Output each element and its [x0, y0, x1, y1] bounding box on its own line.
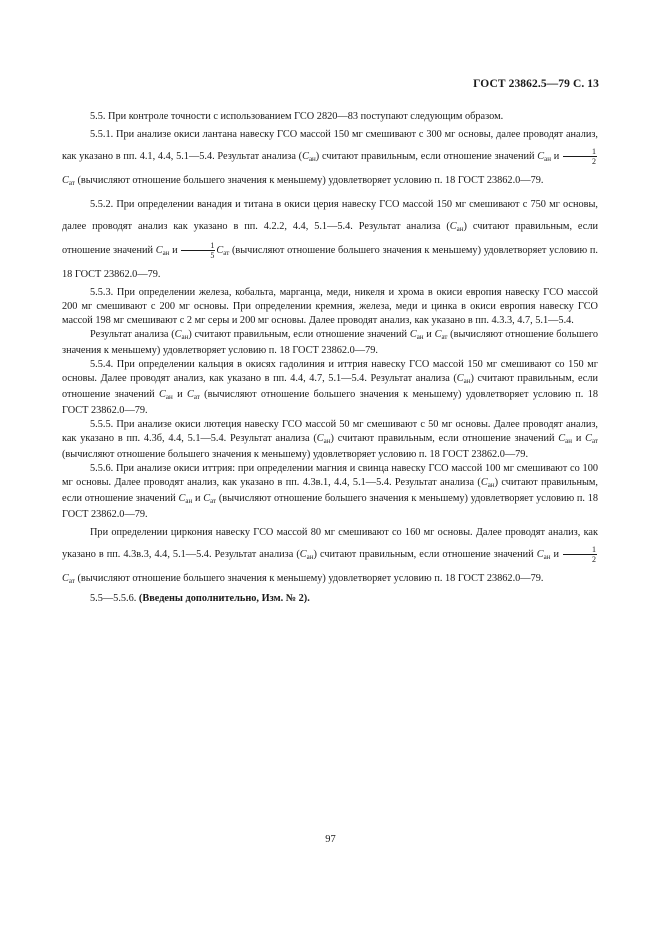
paragraph-5-5-2: 5.5.2. При определении ванадия и титана в окиси церия навеску ГСО массой 150 мг смешивают с 750 мг основы, далее проводят анализ как указано в пп. 4.2.2, 4.4, 5.1—5.4. Результат анализа $(C_{ан})$ считают правильным, если отношение значений $C_{ан}$ и $\frac{1}{5}$ $C_{ат}$ (вычисляют отношение большего значения к меньшему) удовлетворяет условию п. 18 ГОСТ 23862.0—79. [62, 199, 599, 280]
paragraph-5-5-5: 5.5.5. При анализе окиси лютеция навеску ГСО массой 50 мг смешивают с 50 мг основы. Далее проводят анализ, как указано в пп. 4.3б, 4.4, 5.1—5.4. Результат анализа $(C_{ан})$ считают правильным, если отношение значений $C_{ан}$ и $C_{ат}$ (вычисляют отношение большего значения к меньшему) удовлетворяет условию п. 18 ГОСТ 23862.0—79. [62, 419, 598, 460]
amendment-note: 5.5—5.5.6. (Введены дополнительно, Изм. № 2). [90, 593, 310, 604]
fraction: $\frac{1}{5}$ [181, 241, 215, 260]
fraction: $\frac{1}{2}$ [563, 545, 597, 564]
paragraph-5-5-1: 5.5.1. При анализе окиси лантана навеску ГСО массой 150 мг смешивают с 300 мг основы, далее проводят анализ, как указано в пп. 4.1, 4.4, 5.1—5.4. Результат анализа $(C_{ан})$ считают правильным, если отношение значений $C_{ан}$ и $\frac{1}{2}$ $C_{ат}$ (вычисляют отношение большего значения к меньшему) удовлетворяет условию п. 18 ГОСТ 23862.0—79. [62, 129, 598, 187]
paragraph-5-5: 5.5. При контроле точности с использованием ГСО 2820—83 поступают следующим образом. [90, 111, 504, 122]
paragraph-5-5-3: 5.5.3. При определении железа, кобальта, марганца, меди, никеля и хрома в окиси европия навеску ГСО массой 200 мг смешивают с 200 мг основы. При определении кремния, железа, меди и цинка в окиси европия навеску ГСО массой 198 мг смешивают с 2 мг серы и 200 мг основы. Далее проводят анализ, как указано в пп. 4.3.3, 4.7, 5.1—5.4. [62, 287, 598, 326]
document-body [62, 110, 598, 606]
paragraph-5-5-3-result: Результат анализа $(C_{ан})$ считают правильным, если отношение значений $C_{ан}$ и $C_{ат}$ (вычисляют отношение большего значения к меньшему) удовлетворяет условию п. 18 ГОСТ 23862.0—79. [62, 329, 599, 356]
page-number: 97 [325, 834, 336, 845]
paragraph-5-5-6: 5.5.6. При анализе окиси иттрия: при определении магния и свинца навеску ГСО массой 100 мг смешивают со 100 мг основы. Далее проводят анализ, как указано в пп. 4.3в.1, 4.4, 5.1—5.4. Результат анализа $(C_{ан})$ считают правильным, если отношение значений $C_{ан}$ и $C_{ат}$ (вычисляют отношение большего значения к меньшему) удовлетворяет условию п. 18 ГОСТ 23862.0—79. [62, 463, 599, 520]
fraction: $\frac{1}{2}$ [563, 147, 597, 166]
page-header: ГОСТ 23862.5—79 С. 13 [473, 78, 599, 90]
paragraph-5-5-4: 5.5.4. При определении кальция в окисях гадолиния и иттрия навеску ГСО массой 150 мг смешивают со 150 мг основы. Далее проводят анализ, как указано в пп. 4.4, 4.7, 5.1—5.4. Результат анализа $(C_{ан})$ считают правильным, если отношение значений $C_{ан}$ и $C_{ат}$ (вычисляют отношение большего значения к меньшему) удовлетворяет условию п. 18 ГОСТ 23862.0—79. [62, 359, 598, 416]
paragraph-zirconium: При определении циркония навеску ГСО массой 80 мг смешивают со 160 мг основы. Далее проводят анализ, как указано в пп. 4.3в.3, 4.4, 5.1—5.4. Результат анализа $(C_{ан})$ считают правильным, если отношение значений $C_{ан}$ и $\frac{1}{2}$ $C_{ат}$ (вычисляют отношение большего значения к меньшему) удовлетворяет условию п. 18 ГОСТ 23862.0—79. [62, 527, 598, 585]
